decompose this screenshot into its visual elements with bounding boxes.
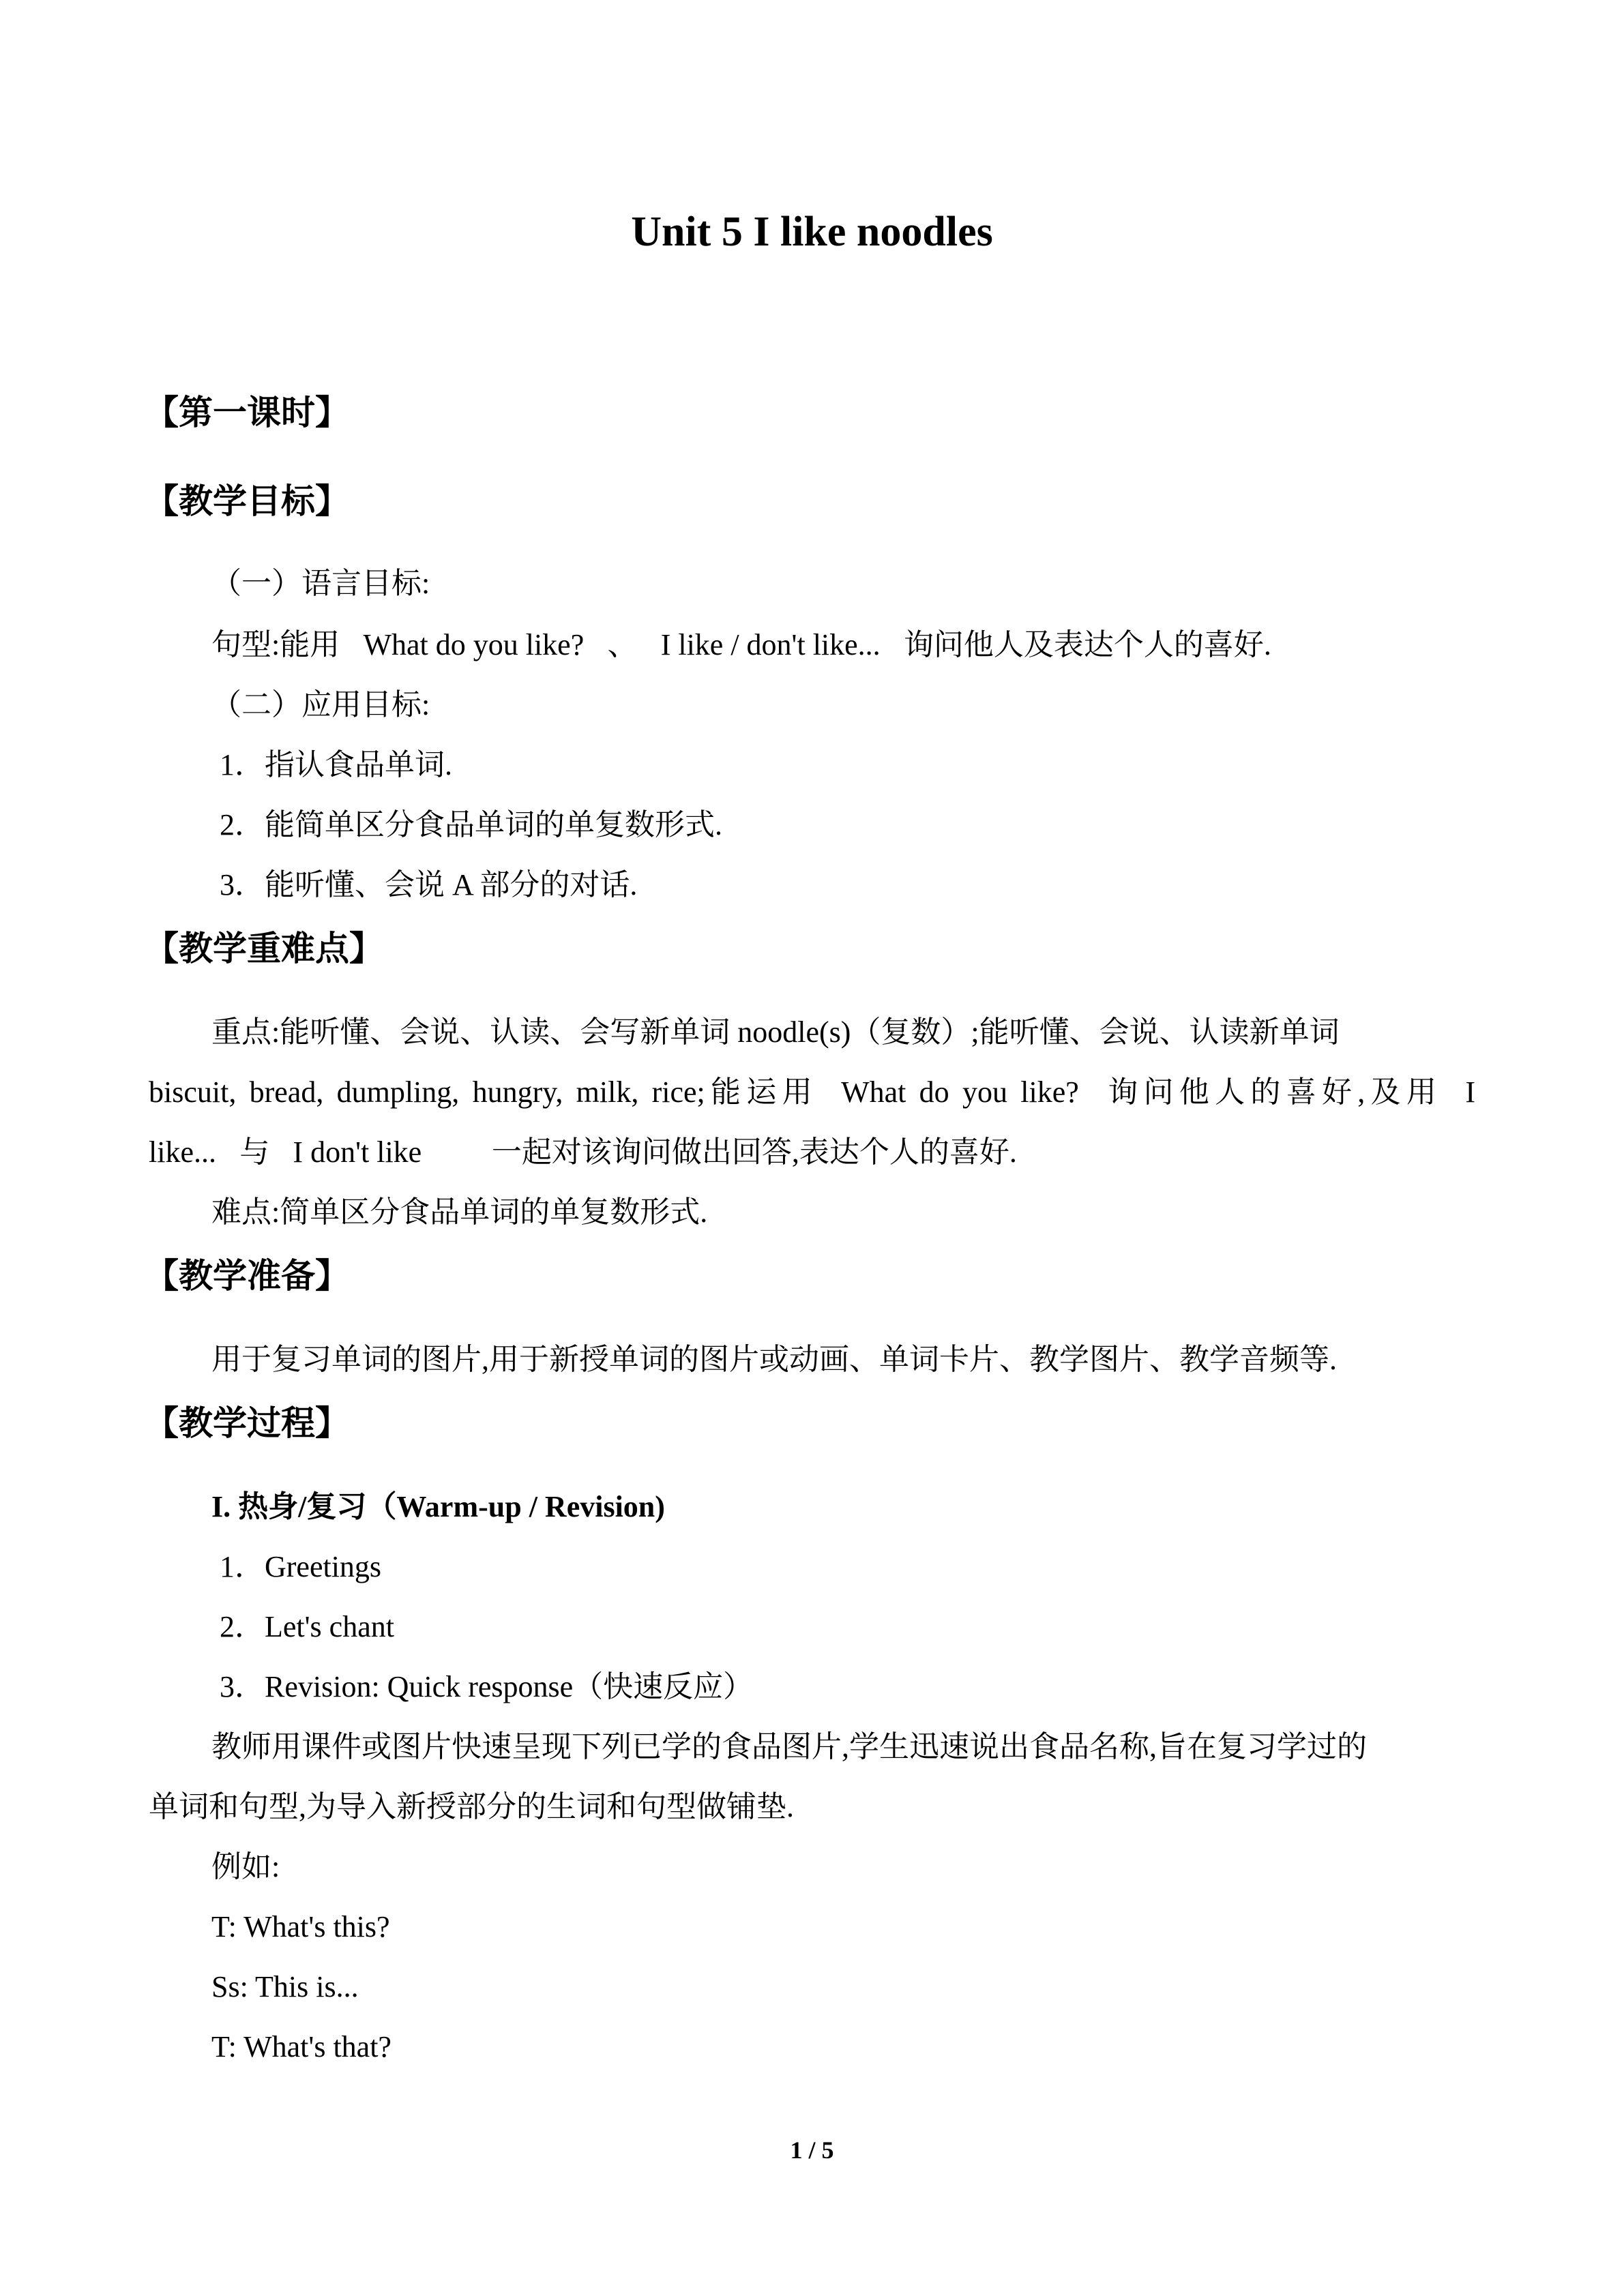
key-points-focus-line-2: biscuit, bread, dumpling, hungry, milk, rice;能运用 What do you like? 询问他人的喜好,及用 I [149,1075,1475,1109]
process-description-line-2: 单词和句型,为导入新授部分的生词和句型做铺垫. [149,1790,794,1823]
objective-application-goal: （二）应用目标: [211,688,430,721]
process-description-line-1: 教师用课件或图片快速呈现下列已学的食品图片,学生迅速说出食品名称,旨在复习学过的 [211,1730,1367,1763]
objective-item-3: 3．能听懂、会说 A 部分的对话. [220,868,638,901]
key-points-focus-line-3: like... 与 I don't like   一起对该询问做出回答,表达个人的喜好. [149,1135,1017,1169]
key-points-focus-line-1: 重点:能听懂、会说、认读、会写新单词 noodle(s)（复数）;能听懂、会说、认读新单词 [211,1015,1340,1049]
document-title: Unit 5 I like noodles [631,209,993,255]
heading-lesson: 【第一课时】 [145,393,349,432]
process-step-title: I. 热身/复习（Warm-up / Revision) [211,1490,665,1523]
preparation-text: 用于复习单词的图片,用于新授单词的图片或动画、单词卡片、教学图片、教学音频等. [211,1343,1337,1376]
heading-key-points: 【教学重难点】 [145,929,383,968]
process-dialog-3: T: What's that? [211,2030,392,2063]
objective-item-1: 1．指认食品单词. [220,748,452,781]
key-points-difficulty: 难点:简单区分食品单词的单复数形式. [211,1195,708,1229]
heading-preparation: 【教学准备】 [145,1256,349,1296]
objective-item-2: 2．能简单区分食品单词的单复数形式. [220,808,722,841]
process-dialog-1: T: What's this? [211,1910,390,1943]
process-example-label: 例如: [211,1850,280,1883]
process-item-1: 1．Greetings [220,1550,382,1583]
process-item-2: 2．Let's chant [220,1610,394,1643]
heading-objectives: 【教学目标】 [145,481,349,521]
process-dialog-2: Ss: This is... [211,1970,359,2003]
objective-language-goal: （一）语言目标: [211,567,430,600]
process-item-3: 3．Revision: Quick response（快速反应） [220,1670,754,1703]
page-number: 1 / 5 [790,2136,834,2164]
objective-sentence: 句型:能用 What do you like? 、 I like / don't like... 询问他人及表达个人的喜好. [211,628,1271,661]
heading-process: 【教学过程】 [145,1403,349,1443]
